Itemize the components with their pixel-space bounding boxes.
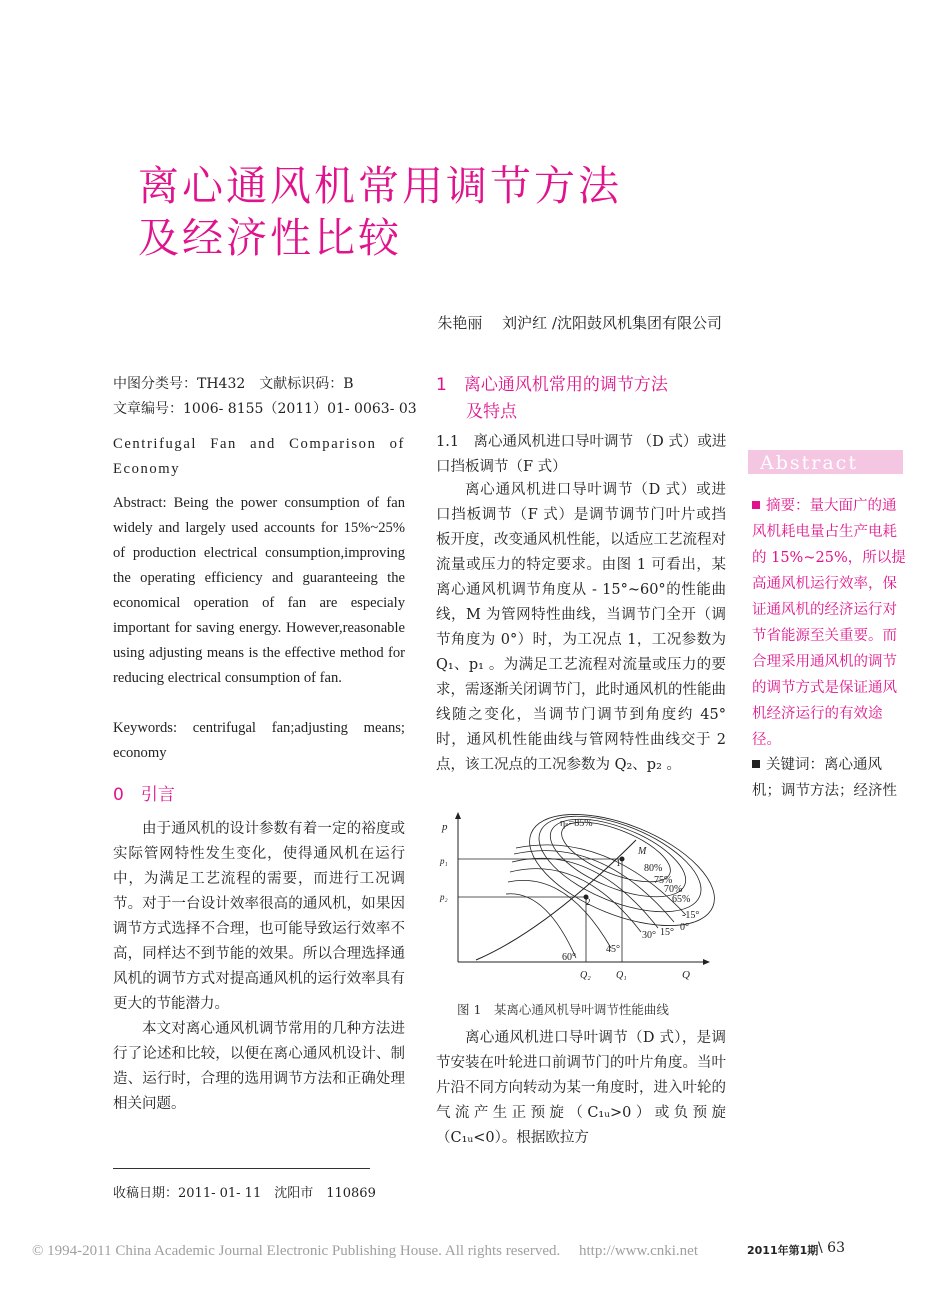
chinese-keywords: [752, 752, 907, 804]
chinese-abstract: [752, 493, 907, 753]
p2-label: p₂: [440, 892, 448, 902]
angle-15-label: 15°: [660, 927, 674, 938]
point-2-label: 2: [586, 897, 591, 907]
section-1-paragraph-1: 离心通风机进口导叶调节（D 式）或进口挡板调节（F 式）是调节调节门叶片或挡板开度，改变通风机性能，以适应工艺流程对流量或压力的特定要求。由图 1 可看出，某离心通风机调节角度从 - 15°~60°的性能曲线，M 为管网特性曲线，当调节门全开（调节角度为 0°）时，为工况点 1，工况参数为 Q₁、p₁ 。为满足工艺流程对流量或压力的要求，需逐渐关闭调节门，此时通风机的性能曲线随之变化，当调节门调节到角度约 45°时，通风机性能曲线与管网特性曲线交于 2 点，该工况点的工况参数为 Q₂、p₂ 。: [436, 482, 726, 773]
section-1-heading: [436, 372, 668, 426]
subsection-1-1-heading: 1.1 离心通风机进口导叶调节 （D 式）或进口挡板调节（F 式）: [436, 434, 727, 475]
keywords-bullet-icon: [752, 760, 760, 768]
point-1-label: 1: [616, 858, 621, 868]
performance-curve-diagram: [436, 810, 716, 990]
section-0-heading: 0 引言: [113, 785, 175, 805]
intro-paragraph-1: 由于通风机的设计参数有着一定的裕度或实际管网特性发生变化，使得通风机在运行中，为满足工艺流程的需要，而进行工况调节。对于一台设计效率很高的通风机，如果因调节方式选择不合理，也可能导致运行效率不高，同样达不到节能的效果。所以合理选择通风机的调节方式对提高通风机的运行效率具有更大的节能潜力。: [113, 821, 405, 1012]
efficiency-80-label: 80%: [644, 863, 663, 874]
figure-1: [436, 810, 716, 994]
q1-label: Q₁: [616, 970, 627, 981]
efficiency-75-label: 75%: [654, 875, 673, 886]
figure-1-caption: 图 1 某离心通风机导叶调节性能曲线: [457, 1002, 669, 1017]
english-title: Centrifugal Fan and Comparison of Economy: [113, 436, 405, 477]
chinese-keywords-text: 关键词：离心通风机；调节方法；经济性: [752, 757, 897, 799]
issue-label: 2011年第1期: [747, 1244, 819, 1257]
angle-60-label: 60°: [562, 952, 576, 963]
abstract-heading: Abstract: [760, 452, 858, 474]
article-title: [138, 160, 622, 264]
chinese-abstract-text: 摘要：量大面广的通风机耗电量占生产电耗的 15%~25%，所以提高通风机运行效率，保证通风机的经济运行对节省能源至关重要。而合理采用通风机的调节的调节方式是保证通风机经济运行的有效途径。: [752, 498, 906, 748]
section-1-heading-line-1: 1 离心通风机常用的调节方法: [436, 375, 668, 395]
article-number-line: 文章编号：1006- 8155（2011）01- 0063- 03: [113, 401, 417, 417]
copyright-notice: © 1994-2011 China Academic Journal Electronic Publishing House. All rights reserved. http://www.cnki.net: [32, 1243, 699, 1259]
x-axis-label: Q: [682, 969, 690, 981]
fan-curve-45: [508, 880, 611, 948]
efficiency-65-label: 65%: [672, 894, 691, 905]
angle-30-label: 30°: [642, 930, 656, 941]
angle-0-label: 0°: [680, 922, 689, 933]
classification-line: 中图分类号：TH432 文献标识码：B: [113, 376, 354, 392]
x-axis-arrow: [703, 959, 710, 965]
y-axis-arrow: [455, 812, 461, 819]
efficiency-85-label: ηₛ=85%: [560, 818, 593, 829]
title-line-1: 离心通风机常用调节方法: [138, 162, 622, 210]
page-number: \ 63: [818, 1240, 845, 1256]
section-1-body-continued: [436, 1026, 726, 1151]
fan-curve-30: [510, 869, 641, 932]
curve-m-label: M: [638, 846, 647, 857]
section-1-body: [436, 478, 726, 778]
classification-meta: [113, 372, 417, 422]
y-axis-label: p: [442, 821, 448, 833]
section-0-body: [113, 817, 405, 1117]
authors-affiliation: 朱艳丽 刘沪红 /沈阳鼓风机集团有限公司: [437, 314, 722, 332]
angle-45-label: 45°: [606, 944, 620, 955]
angle-minus15-label: -15°: [682, 910, 700, 921]
p1-label: p₁: [440, 856, 448, 866]
abstract-heading-bar: [748, 450, 903, 474]
received-date: 收稿日期：2011- 01- 11 沈阳市 110869: [113, 1186, 376, 1201]
intro-paragraph-2: 本文对离心通风机调节常用的几种方法进行了论述和比较，以便在离心通风机设计、制造、运行时，合理的选用调节方法和正确处理相关问题。: [113, 1021, 405, 1112]
section-1-heading-line-2: 及特点: [466, 402, 517, 422]
abstract-bullet-icon: [752, 501, 760, 509]
q2-label: Q₂: [580, 970, 591, 981]
efficiency-70-label: 70%: [664, 884, 683, 895]
section-1-paragraph-2: 离心通风机进口导叶调节（D 式），是调节安装在叶轮进口前调节门的叶片角度。当叶片沿不同方向转动为某一角度时，进入叶轮的气流产生正预旋（C₁ᵤ>0）或负预旋（C₁ᵤ<0）。根据欧拉方: [436, 1030, 726, 1146]
english-keywords: Keywords: centrifugal fan;adjusting means; economy: [113, 720, 405, 761]
title-line-2: 及经济性比较: [138, 214, 402, 262]
english-abstract: Abstract: Being the power consumption of fan widely and largely used accounts for 15%~25% of production electrical consumption,improving the operating efficiency and guaranteeing the economical operation of fan are especialy important for saving energy. However,reasonable using adjusting means is the effective method for reducing electrical consumption of fan.: [113, 495, 405, 686]
footnote-divider: [113, 1168, 370, 1169]
